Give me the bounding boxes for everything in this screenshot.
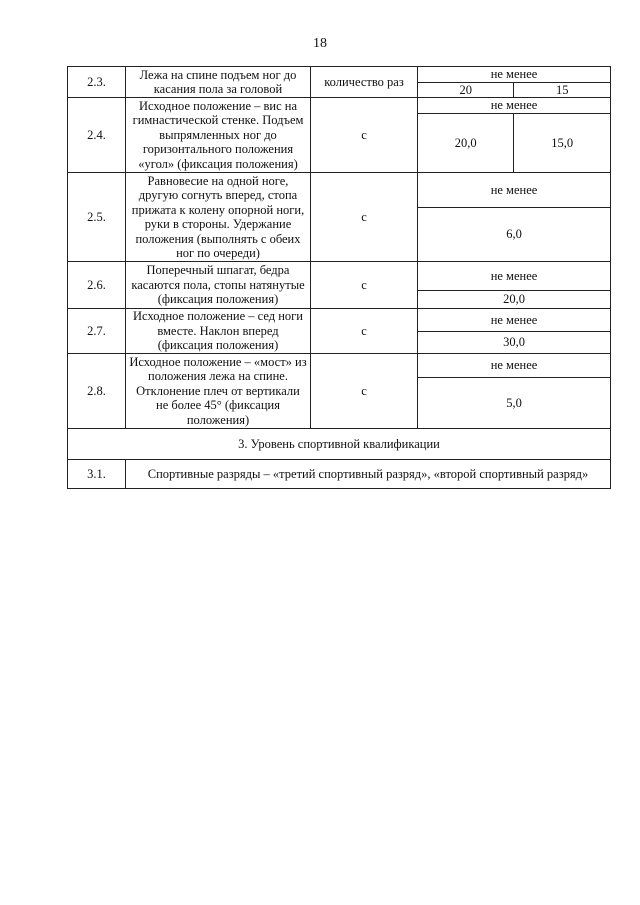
exercise-description: Исходное положение – вис на гимнастической стенке. Подъем выпрямленных ног до горизонтального положения «угол» (фиксация положения) [126, 98, 311, 173]
table-row [68, 67, 611, 83]
page-number: 18 [313, 36, 327, 51]
row-number: 2.6. [68, 262, 126, 309]
unit-cell: с [311, 173, 418, 262]
table-row [68, 173, 611, 208]
qualifier-cell: не менее [418, 67, 611, 83]
qualifier-cell: не менее [418, 173, 611, 208]
section-heading: 3. Уровень спортивной квалификации [68, 429, 611, 460]
qualifier-cell: не менее [418, 262, 611, 291]
exercise-description: Исходное положение – «мост» из положения лежа на спине. Отклонение плеч от вертикали не более 45° (фиксация положения) [126, 354, 311, 429]
value-cell-b: 15,0 [514, 113, 611, 172]
unit-cell: количество раз [311, 67, 418, 98]
row-number: 2.4. [68, 98, 126, 173]
row-number: 3.1. [68, 460, 126, 489]
qualifier-cell: не менее [418, 98, 611, 114]
standards-table [67, 66, 611, 489]
exercise-description: Исходное положение – сед ноги вместе. Наклон вперед (фиксация положения) [126, 309, 311, 354]
qualifier-cell: не менее [418, 309, 611, 332]
table-row [68, 354, 611, 378]
exercise-description: Поперечный шпагат, бедра касаются пола, стопы натянутые (фиксация положения) [126, 262, 311, 309]
table-row [68, 98, 611, 114]
exercise-description: Лежа на спине подъем ног до касания пола за головой [126, 67, 311, 98]
row-number: 2.7. [68, 309, 126, 354]
unit-cell: с [311, 354, 418, 429]
row-number: 2.3. [68, 67, 126, 98]
unit-cell: с [311, 262, 418, 309]
table-row [68, 262, 611, 291]
unit-cell: с [311, 98, 418, 173]
value-cell: 20,0 [418, 291, 611, 309]
value-cell: 5,0 [418, 378, 611, 429]
value-cell: 30,0 [418, 332, 611, 354]
exercise-description: Равновесие на одной ноге, другую согнуть вперед, стопа прижата к колену опорной ноги, руки в стороны. Удержание положения (выполнять с обеих ног по очереди) [126, 173, 311, 262]
value-cell-b: 15 [514, 82, 611, 98]
table-row [68, 460, 611, 489]
row-number: 2.8. [68, 354, 126, 429]
value-cell-a: 20,0 [418, 113, 514, 172]
unit-cell: с [311, 309, 418, 354]
qualifier-cell: не менее [418, 354, 611, 378]
table-row [68, 309, 611, 332]
value-cell: 6,0 [418, 208, 611, 262]
row-number: 2.5. [68, 173, 126, 262]
value-cell-a: 20 [418, 82, 514, 98]
table-row [68, 429, 611, 460]
ranks-description: Спортивные разряды – «третий спортивный разряд», «второй спортивный разряд» [126, 460, 611, 489]
